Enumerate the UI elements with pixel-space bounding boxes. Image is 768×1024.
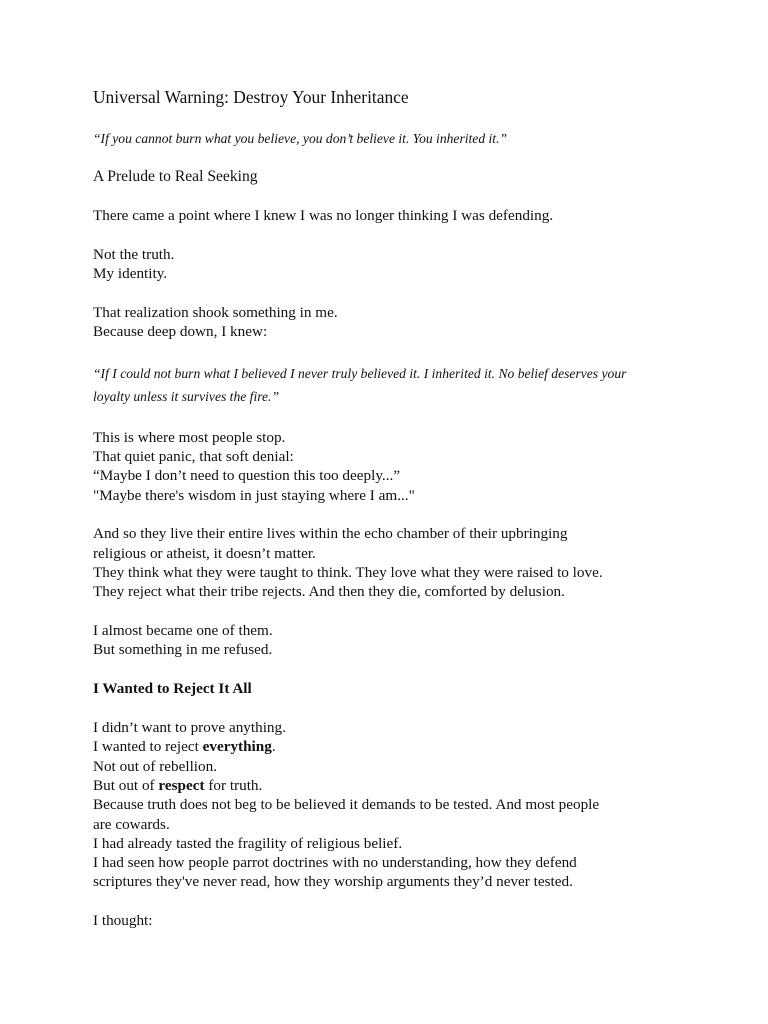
text-run: for truth. — [204, 776, 263, 794]
text-line — [93, 776, 693, 795]
subtitle: A Prelude to Real Seeking — [93, 168, 258, 185]
text-line: Not out of rebellion. — [93, 757, 218, 775]
text-run: . — [271, 738, 276, 756]
text-line: "Maybe there's wisdom in just staying where I am..." — [93, 486, 415, 504]
quote-line: loyalty unless it survives the fire.” — [93, 389, 280, 405]
text-line: religious or atheist, it doesn’t matter. — [93, 544, 316, 562]
paragraph-3 — [93, 303, 693, 342]
text-run: I wanted to reject — [93, 738, 203, 756]
paragraph-5 — [93, 524, 693, 601]
text-line: That quiet panic, that soft denial: — [93, 448, 294, 466]
epigraph-quote: “If you cannot burn what you believe, you don’t believe it. You inherited it.” — [93, 131, 508, 146]
paragraph-7 — [93, 718, 693, 892]
text-line: My identity. — [93, 264, 168, 282]
text-line: Because deep down, I knew: — [93, 322, 268, 340]
text-line: But something in me refused. — [93, 641, 273, 659]
text-line: There came a point where I knew I was no longer thinking I was defending. — [93, 206, 554, 224]
text-line — [93, 737, 693, 756]
document-page — [93, 86, 693, 931]
text-line: Not the truth. — [93, 245, 175, 263]
paragraph-6 — [93, 621, 693, 660]
text-line: I didn’t want to prove anything. — [93, 719, 286, 737]
text-line: This is where most people stop. — [93, 428, 286, 446]
paragraph-4 — [93, 428, 693, 505]
text-line: I almost became one of them. — [93, 622, 273, 640]
text-line: “Maybe I don’t need to question this too deeply...” — [93, 467, 401, 485]
paragraph-8 — [93, 911, 693, 930]
section-heading: I Wanted to Reject It All — [93, 680, 252, 698]
text-line: That realization shook something in me. — [93, 303, 338, 321]
text-line: scriptures they've never read, how they worship arguments they’d never tested. — [93, 873, 573, 891]
quote-line: “If I could not burn what I believed I never truly believed it. I inherited it. No belief deserves your — [93, 366, 627, 382]
emphasis-text: respect — [158, 776, 205, 794]
text-line: I thought: — [93, 912, 153, 930]
text-line: They think what they were taught to think. They love what they were raised to love. — [93, 564, 603, 582]
text-line: Because truth does not beg to be believed it demands to be tested. And most people — [93, 796, 600, 814]
text-line: They reject what their tribe rejects. And then they die, comforted by delusion. — [93, 583, 565, 601]
paragraph-1 — [93, 206, 693, 225]
emphasis-text: everything — [202, 738, 272, 756]
text-line: are cowards. — [93, 815, 170, 833]
document-title: Universal Warning: Destroy Your Inheritance — [93, 87, 409, 107]
paragraph-2 — [93, 245, 693, 284]
text-line: I had already tasted the fragility of religious belief. — [93, 834, 403, 852]
text-run: But out of — [93, 776, 159, 794]
text-line: And so they live their entire lives within the echo chamber of their upbringing — [93, 525, 568, 543]
block-quote — [93, 362, 693, 408]
text-line: I had seen how people parrot doctrines with no understanding, how they defend — [93, 854, 577, 872]
